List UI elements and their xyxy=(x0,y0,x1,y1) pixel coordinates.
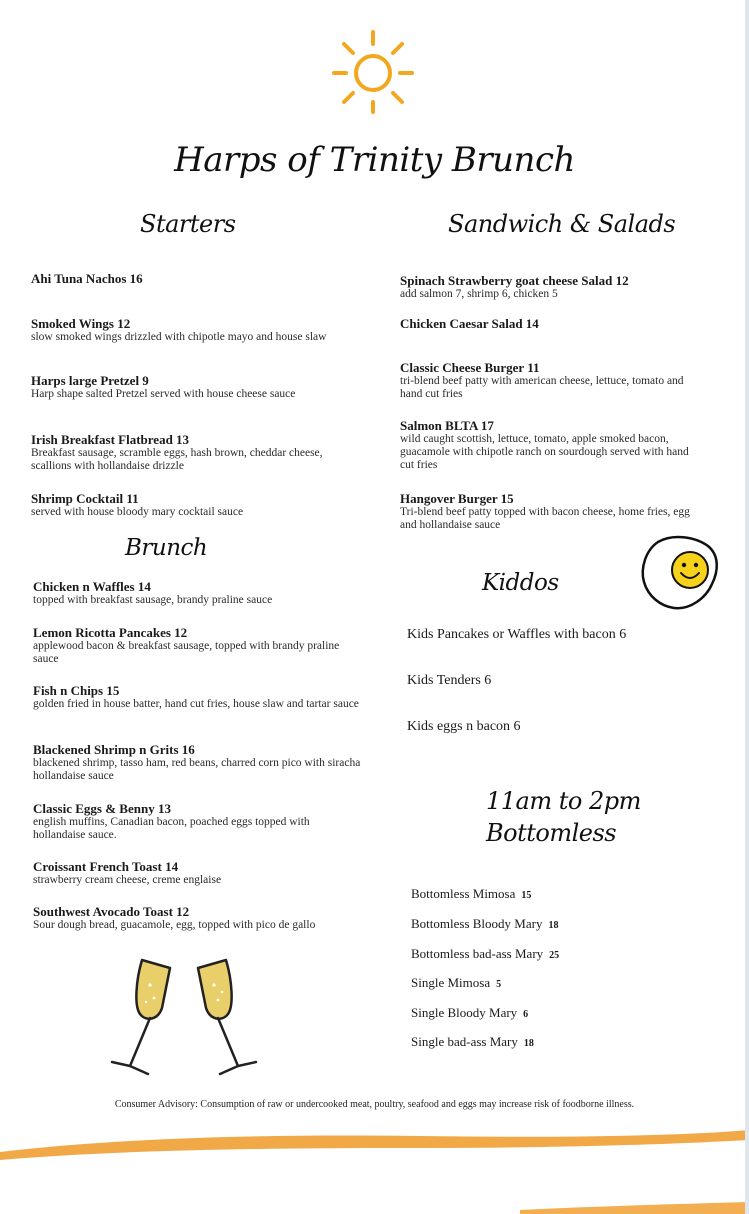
item-name: Fish n Chips 15 xyxy=(33,683,120,698)
menu-item xyxy=(33,683,363,711)
item-name: Lemon Ricotta Pancakes 12 xyxy=(33,625,188,640)
item-name: Croissant French Toast 14 xyxy=(33,859,179,874)
drink-item xyxy=(411,1005,528,1021)
menu-item xyxy=(400,360,705,401)
drink-price: 18 xyxy=(548,920,559,931)
drink-price: 15 xyxy=(521,890,532,901)
item-name: Hangover Burger 15 xyxy=(400,491,514,506)
drink-name: Bottomless Mimosa xyxy=(411,886,516,901)
section-heading-hours: 11am to 2pm xyxy=(486,787,641,815)
item-name: Classic Cheese Burger 11 xyxy=(400,360,540,375)
drink-item xyxy=(411,946,559,962)
drink-name: Bottomless Bloody Mary xyxy=(411,916,543,931)
item-description: strawberry cream cheese, creme englaise xyxy=(33,874,222,886)
drink-price: 5 xyxy=(496,979,502,990)
item-name: Chicken n Waffles 14 xyxy=(33,579,151,594)
item-description: slow smoked wings drizzled with chipotle mayo and house slaw xyxy=(31,331,327,343)
item-description: golden fried in house batter, hand cut fries, house slaw and tartar sauce xyxy=(33,698,359,710)
item-name: Salmon BLTA 17 xyxy=(400,418,494,433)
section-heading-bottomless: Bottomless xyxy=(486,819,617,847)
drink-name: Single bad-ass Mary xyxy=(411,1034,518,1049)
drink-name: Single Mimosa xyxy=(411,975,491,990)
menu-item xyxy=(400,418,705,472)
page-edge xyxy=(745,0,749,1214)
item-description: topped with breakfast sausage, brandy praline sauce xyxy=(33,594,273,606)
item-description: Tri-blend beef patty topped with bacon cheese, home fries, egg and hollandaise sauce xyxy=(400,506,690,531)
menu-item xyxy=(400,316,705,331)
item-description: english muffins, Canadian bacon, poached eggs topped with hollandaise sauce. xyxy=(33,816,310,841)
item-name: Irish Breakfast Flatbread 13 xyxy=(31,432,190,447)
section-heading-starters: Starters xyxy=(140,210,236,238)
item-name: Southwest Avocado Toast 12 xyxy=(33,904,190,919)
menu-item xyxy=(33,904,363,932)
item-name: Blackened Shrimp n Grits 16 xyxy=(33,742,195,757)
decorative-swoosh xyxy=(0,1120,749,1214)
item-description: applewood bacon & breakfast sausage, topped with brandy praline sauce xyxy=(33,640,340,665)
item-description: wild caught scottish, lettuce, tomato, apple smoked bacon, guacamole with chipotle ranch on sourdough served with hand cut fries xyxy=(400,433,689,471)
item-description: tri-blend beef patty with american cheese, lettuce, tomato and hand cut fries xyxy=(400,375,684,400)
item-description: Sour dough bread, guacamole, egg, topped with pico de gallo xyxy=(33,919,316,931)
menu-item xyxy=(400,491,705,532)
item-name: Harps large Pretzel 9 xyxy=(31,373,149,388)
item-name: Chicken Caesar Salad 14 xyxy=(400,316,539,331)
item-name: Classic Eggs & Benny 13 xyxy=(33,801,171,816)
item-name: Shrimp Cocktail 11 xyxy=(31,491,139,506)
section-heading-brunch: Brunch xyxy=(125,535,208,561)
consumer-advisory: Consumer Advisory: Consumption of raw or undercooked meat, poultry, seafood and eggs may increase risk of foodborne illness. xyxy=(114,1099,635,1110)
drink-price: 6 xyxy=(523,1009,529,1020)
item-description: Harp shape salted Pretzel served with house cheese sauce xyxy=(31,388,296,400)
drink-price: 18 xyxy=(523,1038,534,1049)
kids-item: Kids Tenders 6 xyxy=(407,673,492,688)
drink-item xyxy=(411,916,558,932)
fried-egg-icon xyxy=(638,530,722,614)
item-name: Spinach Strawberry goat cheese Salad 12 xyxy=(400,273,629,288)
item-description: Breakfast sausage, scramble eggs, hash brown, cheddar cheese, scallions with hollandaise drizzle xyxy=(31,447,323,472)
menu-item xyxy=(33,801,363,842)
menu-item xyxy=(33,742,363,783)
kids-item: Kids Pancakes or Waffles with bacon 6 xyxy=(407,627,627,642)
drink-item xyxy=(411,1034,534,1050)
drink-item xyxy=(411,975,501,991)
menu-title: Harps of Trinity Brunch xyxy=(174,140,575,180)
item-name: Ahi Tuna Nachos 16 xyxy=(31,271,143,286)
section-heading-sandwich: Sandwich & Salads xyxy=(448,210,676,238)
item-name: Smoked Wings 12 xyxy=(31,316,131,331)
menu-item xyxy=(31,432,361,473)
drink-item xyxy=(411,886,531,902)
drink-price: 25 xyxy=(549,950,560,961)
menu-item xyxy=(33,625,363,666)
item-description: blackened shrimp, tasso ham, red beans, charred corn pico with siracha hollandaise sauce xyxy=(33,757,361,782)
menu-item xyxy=(33,579,363,607)
champagne-glasses-icon xyxy=(100,950,270,1085)
kids-item: Kids eggs n bacon 6 xyxy=(407,719,521,734)
menu-item xyxy=(400,273,705,301)
menu-item xyxy=(31,491,361,519)
drink-name: Single Bloody Mary xyxy=(411,1005,518,1020)
menu-item xyxy=(31,316,361,344)
section-heading-kiddos: Kiddos xyxy=(482,570,559,596)
menu-item xyxy=(31,373,361,401)
sun-icon xyxy=(330,28,416,114)
menu-item xyxy=(31,271,361,286)
item-description: add salmon 7, shrimp 6, chicken 5 xyxy=(400,288,558,300)
drink-name: Bottomless bad-ass Mary xyxy=(411,946,544,961)
item-description: served with house bloody mary cocktail sauce xyxy=(31,506,244,518)
menu-item xyxy=(33,859,363,887)
